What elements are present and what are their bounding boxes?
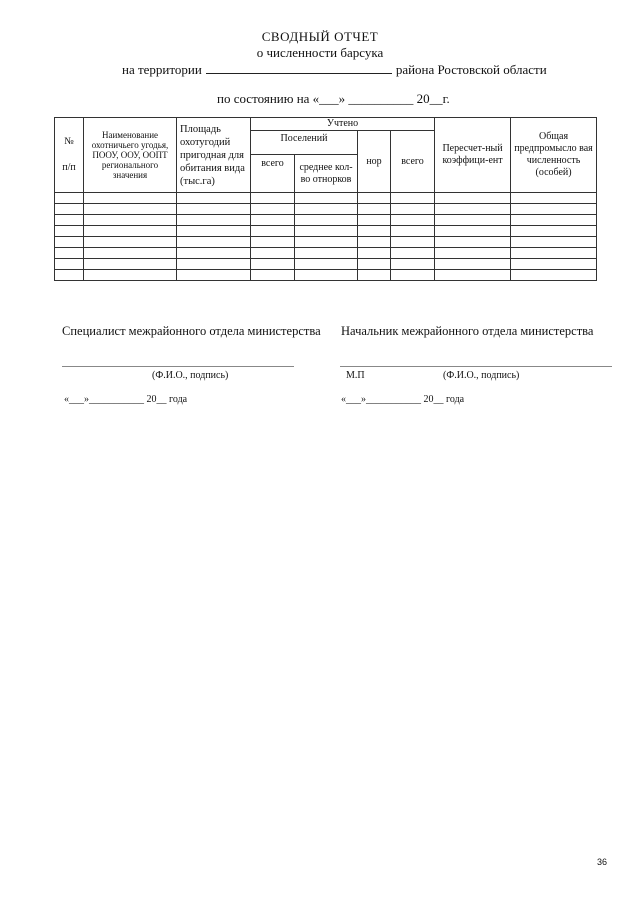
col-total-header: всего: [251, 155, 295, 193]
table-row: [55, 226, 597, 237]
table-row: [55, 204, 597, 215]
territory-suffix: района Ростовской области: [395, 62, 547, 77]
col-population-header: Общая предпромысло вая численность (особей): [511, 118, 597, 193]
col-name-header: Наименование охотничьего угодья, ПООУ, ООУ, ООПТ регионального значения: [84, 118, 177, 193]
col-burrow-header: нор: [358, 131, 391, 193]
col-num-header: [55, 118, 84, 193]
date-field-left: «___»___________ 20__ года: [64, 394, 188, 405]
col-coef-header: Пересчет-ный коэффици-ент: [435, 118, 511, 193]
specialist-title: Специалист межрайонного отдела министерства: [62, 324, 321, 338]
report-table: [54, 117, 597, 281]
stamp-place-label: М.П: [346, 370, 365, 381]
date-line: по состоянию на «___» __________ 20__г.: [217, 91, 450, 106]
head-title: Начальник межрайонного отдела министерства: [341, 324, 594, 338]
col-settlements-header: Поселений: [251, 131, 358, 155]
date-field-right: «___»___________ 20__ года: [341, 394, 465, 405]
col-total2-header: всего: [391, 131, 435, 193]
table-row: [55, 193, 597, 204]
table-row: [55, 248, 597, 259]
col-num-sign: №: [64, 136, 74, 147]
table-row: [55, 270, 597, 281]
territory-line: [122, 62, 547, 78]
signature-line-right: [340, 366, 612, 367]
report-title: СВОДНЫЙ ОТЧЕТ: [261, 29, 379, 44]
table-row: [55, 237, 597, 248]
table-row: [55, 215, 597, 226]
signature-line-left: [62, 366, 294, 367]
fio-caption-right: (Ф.И.О., подпись): [443, 370, 520, 381]
page-number: 36: [597, 857, 608, 867]
territory-blank: [206, 62, 392, 74]
col-area-header: Площадь охотугодий пригодная для обитания вида (тыс.га): [177, 118, 251, 193]
col-num-pp: п/п: [62, 162, 76, 173]
territory-prefix: на территории: [122, 62, 202, 77]
fio-caption-left: (Ф.И.О., подпись): [152, 370, 229, 381]
report-subtitle: о численности барсука: [256, 45, 384, 60]
col-avg-header: среднее кол-во отнорков: [295, 155, 358, 193]
col-counted-header: Учтено: [251, 118, 435, 131]
table-row: [55, 259, 597, 270]
